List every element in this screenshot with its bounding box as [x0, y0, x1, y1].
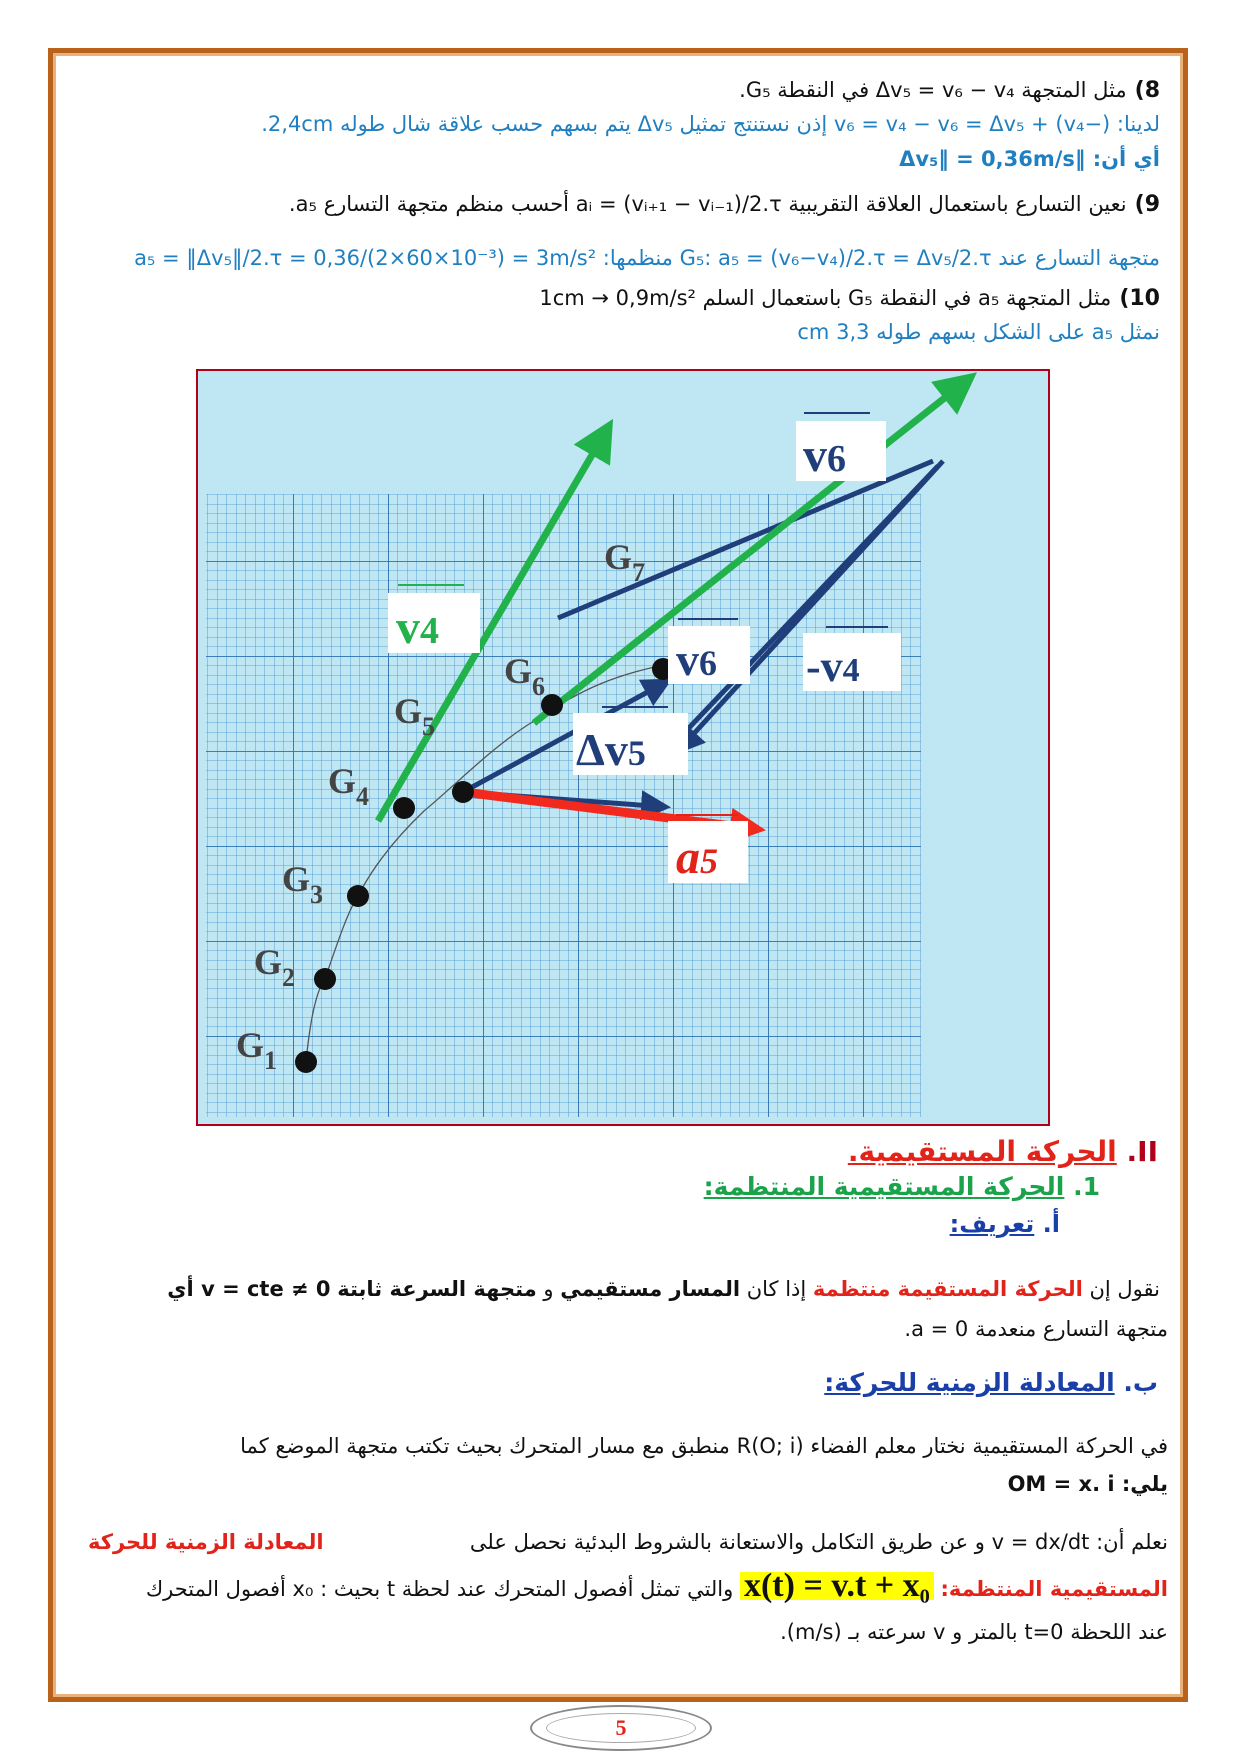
section-2-numeral: II. — [1126, 1135, 1158, 1168]
question-8-answer-2: أي أن: ‖Δv₅‖ = 0,36m/s — [899, 147, 1160, 171]
point-G2 — [314, 968, 336, 990]
definition-text-3: و — [543, 1277, 554, 1301]
question-10 — [539, 284, 1160, 313]
question-8-answer-1: لدينا: (−v₄) + v₆ = v₄ − v₆ = Δv₅ إذن نستنتج تمثيل Δv₅ يتم بسهم حسب علاقة شال طوله 2,4cm. — [261, 112, 1160, 136]
time-equation-formula: x(t) = v.t + x₀ — [740, 1572, 934, 1600]
definition-velocity-equation: v = cte ≠ 0 أي — [167, 1277, 331, 1301]
definition-title: تعريف: — [949, 1210, 1035, 1238]
definition-straight-path: المسار مستقيمي — [560, 1277, 741, 1301]
label-G4: $G_4$ — [328, 761, 370, 811]
equation-line-1: في الحركة المستقيمية نختار معلم الفضاء R(O; i) منطبق مع مسار المتحرك بحيث تكتب متجهة الموضع كما — [240, 1434, 1168, 1458]
section-2-heading — [848, 1135, 1158, 1168]
section-2-title: الحركة المستقيمية. — [847, 1135, 1117, 1168]
definition-uniform-motion: الحركة المستقيمة منتظمة — [812, 1277, 1083, 1301]
label-v4: v4 — [396, 601, 439, 654]
label-G1: $G_1$ — [236, 1025, 278, 1075]
definition-text-2: إذا كان — [746, 1277, 807, 1301]
definition-number: أ. — [1042, 1210, 1060, 1238]
trajectory-figure — [196, 369, 1050, 1126]
equation-line-4 — [145, 1567, 1168, 1604]
definition-constant-velocity: متجهة السرعة ثابتة — [337, 1277, 537, 1301]
question-10-number: 10) — [1119, 286, 1160, 311]
equation-line-5: عند اللحظة t=0 بالمتر و v سرعته بـ (m/s). — [780, 1620, 1168, 1644]
equation-line-3 — [88, 1528, 1168, 1556]
question-9-answer: متجهة التسارع عند G₅: a₅ = (v₆−v₄)/2.τ = Δv₅/2.τ منظمها: a₅ = ‖Δv₅‖/2.τ = 0,36/(2×60×10⁻³) = 3m/s² — [134, 246, 1160, 270]
subsection-1-heading — [704, 1172, 1100, 1201]
time-equation-title: المعادلة الزمنية للحركة: — [824, 1368, 1115, 1397]
subsection-1-number: 1. — [1073, 1172, 1100, 1201]
label-G6: $G_6$ — [504, 651, 546, 701]
equation-text-4c: والتي تمثل أفصول المتحرك عند لحظة t بحيث : x₀ أفصول المتحرك — [145, 1577, 734, 1601]
label-v6-top: v6 — [803, 429, 846, 482]
label-v6-mid: v6 — [676, 634, 717, 685]
label-G5: $G_5$ — [394, 691, 436, 741]
label-delta-v5: Δv5 — [576, 724, 646, 775]
question-9-number: 9) — [1134, 192, 1160, 217]
definition-line-1 — [167, 1275, 1160, 1303]
question-9-text: نعين التسارع باستعمال العلاقة التقريبية aᵢ = (vᵢ₊₁ − vᵢ₋₁)/2.τ أحسب منظم متجهة التسارع a₅. — [288, 192, 1127, 216]
equation-text-3a: نعلم أن: v = dx/dt و عن طريق التكامل والاستعانة بالشروط البدئية نحصل على — [469, 1530, 1168, 1554]
equation-uniform-label: المستقيمية المنتظمة: — [940, 1577, 1168, 1601]
definition-line-2: متجهة التسارع منعدمة a = 0. — [904, 1317, 1168, 1341]
definition-heading — [950, 1210, 1060, 1238]
label-G2: $G_2$ — [254, 942, 296, 992]
time-equation-number: ب. — [1123, 1368, 1158, 1397]
point-G4 — [393, 797, 415, 819]
definition-text-1: نقول إن — [1089, 1277, 1160, 1301]
question-10-answer: نمثل a₅ على الشكل بسهم طوله 3,3 cm — [797, 320, 1160, 344]
label-a5: a5 — [676, 831, 718, 884]
question-8 — [739, 76, 1160, 105]
subsection-1-title: الحركة المستقيمية المنتظمة: — [703, 1172, 1065, 1201]
label-minus-v4: -v4 — [806, 642, 860, 691]
question-8-number: 8) — [1134, 78, 1160, 103]
label-G3: $G_3$ — [282, 859, 324, 909]
question-10-text: مثل المتجهة a₅ في النقطة G₅ باستعمال السلم 1cm → 0,9m/s² — [539, 286, 1112, 310]
point-G3 — [347, 885, 369, 907]
question-9 — [289, 190, 1160, 219]
point-G5 — [452, 781, 474, 803]
question-8-text: مثل المتجهة Δv₅ = v₆ − v₄ في النقطة G₅. — [739, 78, 1127, 102]
trajectory-diagram — [198, 371, 1048, 1124]
page-number-badge — [530, 1705, 712, 1751]
label-G7: $G_7$ — [604, 537, 646, 587]
point-G1 — [295, 1051, 317, 1073]
page-number: 5 — [615, 1715, 627, 1740]
equation-line-2: يلي: OM = x. i — [1007, 1472, 1168, 1496]
time-equation-heading — [824, 1368, 1158, 1397]
equation-text-3b: المعادلة الزمنية للحركة — [88, 1530, 324, 1554]
